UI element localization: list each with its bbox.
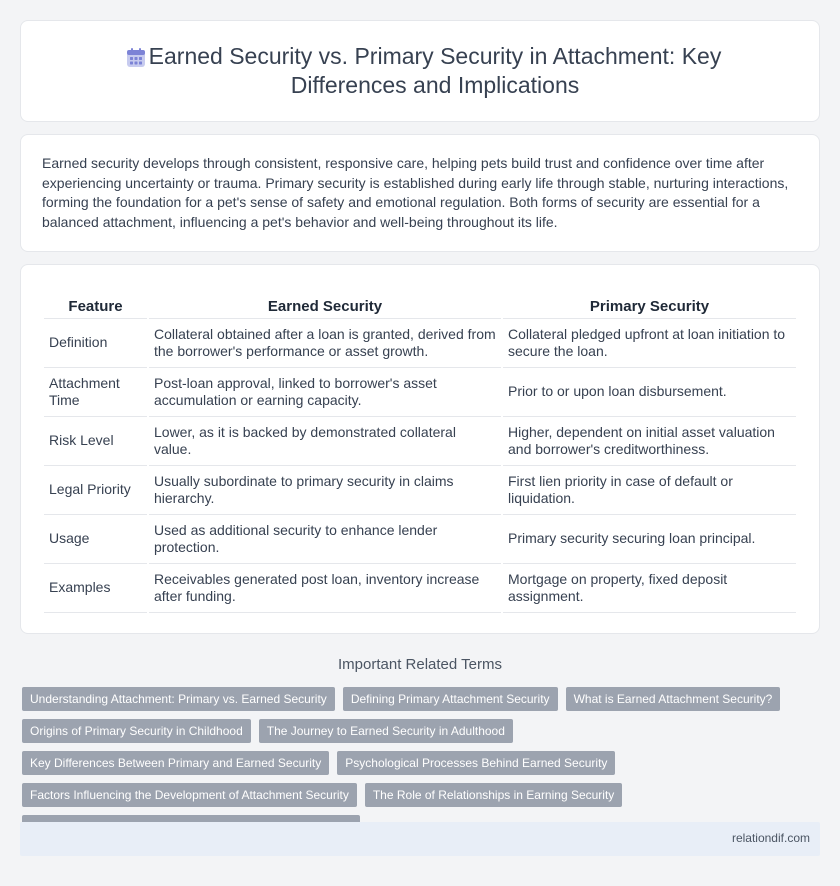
table-cell-feature: Legal Priority — [44, 466, 147, 515]
related-terms-heading: Important Related Terms — [338, 656, 502, 673]
table-row — [44, 417, 796, 466]
table-cell-earned: Used as additional security to enhance lender protection. — [149, 515, 501, 564]
intro-card — [20, 134, 820, 252]
table-row — [44, 564, 796, 613]
table-cell-feature: Examples — [44, 564, 147, 613]
related-term-link[interactable]: The Role of Relationships in Earning Security — [365, 783, 622, 807]
table-row — [44, 466, 796, 515]
related-term-link[interactable]: Psychological Processes Behind Earned Security — [337, 751, 615, 775]
column-header-earned: Earned Security — [149, 295, 501, 319]
related-term-link[interactable]: Key Differences Between Primary and Earned Security — [22, 751, 329, 775]
related-term-link[interactable]: The Journey to Earned Security in Adulthood — [259, 719, 513, 743]
related-terms-list — [22, 687, 822, 839]
table-cell-feature: Attachment Time — [44, 368, 147, 417]
header-card — [20, 20, 820, 122]
related-term-link[interactable]: Origins of Primary Security in Childhood — [22, 719, 251, 743]
column-header-primary: Primary Security — [503, 295, 796, 319]
intro-paragraph: Earned security develops through consistent, responsive care, helping pets build trust and confidence over time after experiencing uncertainty or trauma. Primary security is established during early life through stable, nurturing interactions, forming the foundation for a pet's sense of safety and emotional regulation. Both forms of security are essential for a balanced attachment, influencing a pet's behavior and well-being throughout its life. — [42, 155, 789, 230]
table-row — [44, 368, 796, 417]
related-term-link[interactable]: Understanding Attachment: Primary vs. Earned Security — [22, 687, 335, 711]
footer-site-link[interactable]: relationdif.com — [731, 831, 810, 845]
table-cell-primary: First lien priority in case of default or liquidation. — [503, 466, 796, 515]
table-cell-primary: Mortgage on property, fixed deposit assignment. — [503, 564, 796, 613]
table-cell-primary: Higher, dependent on initial asset valuation and borrower's creditworthiness. — [503, 417, 796, 466]
table-cell-feature: Definition — [44, 319, 147, 368]
table-cell-earned: Post-loan approval, linked to borrower's asset accumulation or earning capacity. — [149, 368, 501, 417]
related-term-link[interactable]: Factors Influencing the Development of Attachment Security — [22, 783, 357, 807]
comparison-table — [42, 295, 798, 613]
related-term-link[interactable]: What is Earned Attachment Security? — [566, 687, 781, 711]
table-cell-earned: Receivables generated post loan, inventory increase after funding. — [149, 564, 501, 613]
table-cell-earned: Usually subordinate to primary security in claims hierarchy. — [149, 466, 501, 515]
related-term-link[interactable]: Defining Primary Attachment Security — [343, 687, 558, 711]
table-cell-primary: Prior to or upon loan disbursement. — [503, 368, 796, 417]
table-header-row — [44, 295, 796, 319]
table-cell-primary: Collateral pledged upfront at loan initiation to secure the loan. — [503, 319, 796, 368]
table-cell-feature: Usage — [44, 515, 147, 564]
table-row — [44, 319, 796, 368]
column-header-feature: Feature — [44, 295, 147, 319]
comparison-table-card — [20, 264, 820, 634]
footer — [20, 822, 820, 856]
table-cell-earned: Collateral obtained after a loan is granted, derived from the borrower's performance or asset growth. — [149, 319, 501, 368]
table-cell-earned: Lower, as it is backed by demonstrated collateral value. — [149, 417, 501, 466]
page-title: Earned Security vs. Primary Security in Attachment: Key Differences and Implications — [148, 43, 722, 98]
table-cell-primary: Primary security securing loan principal. — [503, 515, 796, 564]
table-row — [44, 515, 796, 564]
table-cell-feature: Risk Level — [44, 417, 147, 466]
